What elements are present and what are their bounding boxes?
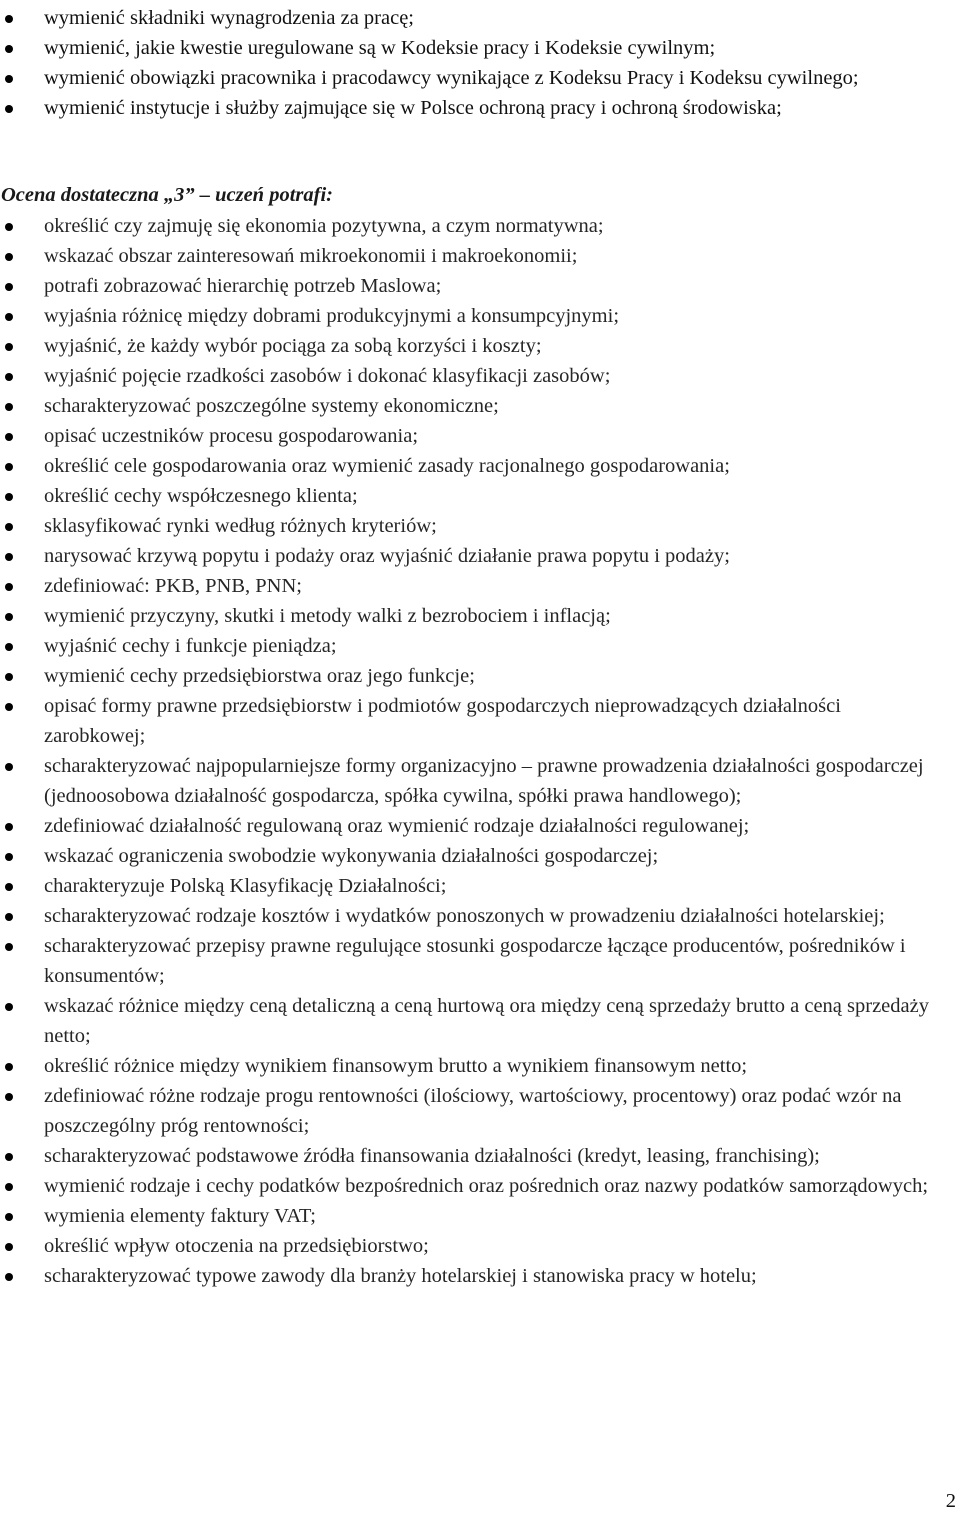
list-item: wskazać różnice między ceną detaliczną a ceną hurtową ora między ceną sprzedaży brutto a ceną sprzedaży netto; [0,991,960,1051]
list-item: wyjaśnić cechy i funkcje pieniądza; [0,631,960,661]
list-item: wymienić przyczyny, skutki i metody walki z bezrobociem i inflacją; [0,601,960,631]
list-item: wymienić instytucje i służby zajmujące się w Polsce ochroną pracy i ochroną środowiska; [0,93,960,123]
list-item: wymienić rodzaje i cechy podatków bezpośrednich oraz pośrednich oraz nazwy podatków samorządowych; [0,1171,960,1201]
list-item: scharakteryzować poszczególne systemy ekonomiczne; [0,391,960,421]
list-item: wyjaśnia różnicę między dobrami produkcyjnymi a konsumpcyjnymi; [0,301,960,331]
list-item: określić cele gospodarowania oraz wymienić zasady racjonalnego gospodarowania; [0,451,960,481]
list-item: narysować krzywą popytu i podaży oraz wyjaśnić działanie prawa popytu i podaży; [0,541,960,571]
list-item: opisać formy prawne przedsiębiorstw i podmiotów gospodarczych nieprowadzących działalności zarobkowej; [0,691,960,751]
list-item: potrafi zobrazować hierarchię potrzeb Maslowa; [0,271,960,301]
list-item: wymienić cechy przedsiębiorstwa oraz jego funkcje; [0,661,960,691]
list-item: zdefiniować różne rodzaje progu rentowności (ilościowy, wartościowy, procentowy) oraz podać wzór na poszczególny próg rentowności; [0,1081,960,1141]
page-number: 2 [945,1490,956,1512]
list-item: scharakteryzować przepisy prawne regulujące stosunki gospodarcze łączące producentów, pośredników i konsumentów; [0,931,960,991]
list-item: scharakteryzować podstawowe źródła finansowania działalności (kredyt, leasing, franchising); [0,1141,960,1171]
section-heading: Ocena dostateczna „3” – uczeń potrafi: [1,184,333,206]
list-item: scharakteryzować typowe zawody dla branży hotelarskiej i stanowiska pracy w hotelu; [0,1261,960,1291]
list-item: scharakteryzować najpopularniejsze formy organizacyjno – prawne prowadzenia działalności gospodarczej (jednoosobowa działalność gospodarcza, spółka cywilna, spółki prawa handlowego); [0,751,960,811]
requirements-list-grade-3 [0,211,960,1291]
list-item: scharakteryzować rodzaje kosztów i wydatków ponoszonych w prowadzeniu działalności hotelarskiej; [0,901,960,931]
list-item: wymienić, jakie kwestie uregulowane są w Kodeksie pracy i Kodeksie cywilnym; [0,33,960,63]
list-item: określić czy zajmuję się ekonomia pozytywna, a czym normatywna; [0,211,960,241]
list-item: wymienić składniki wynagrodzenia za pracę; [0,3,960,33]
list-item: charakteryzuje Polską Klasyfikację Działalności; [0,871,960,901]
list-item: zdefiniować działalność regulowaną oraz wymienić rodzaje działalności regulowanej; [0,811,960,841]
list-item: opisać uczestników procesu gospodarowania; [0,421,960,451]
list-item: określić wpływ otoczenia na przedsiębiorstwo; [0,1231,960,1261]
list-item: określić cechy współczesnego klienta; [0,481,960,511]
list-item: wymienić obowiązki pracownika i pracodawcy wynikające z Kodeksu Pracy i Kodeksu cywilnego; [0,63,960,93]
list-item: wyjaśnić, że każdy wybór pociąga za sobą korzyści i koszty; [0,331,960,361]
list-item: wymienia elementy faktury VAT; [0,1201,960,1231]
list-item: wyjaśnić pojęcie rzadkości zasobów i dokonać klasyfikacji zasobów; [0,361,960,391]
list-item: sklasyfikować rynki według różnych kryteriów; [0,511,960,541]
list-item: wskazać obszar zainteresowań mikroekonomii i makroekonomii; [0,241,960,271]
requirements-list-top [0,3,960,123]
list-item: wskazać ograniczenia swobodzie wykonywania działalności gospodarczej; [0,841,960,871]
list-item: określić różnice między wynikiem finansowym brutto a wynikiem finansowym netto; [0,1051,960,1081]
list-item: zdefiniować: PKB, PNB, PNN; [0,571,960,601]
